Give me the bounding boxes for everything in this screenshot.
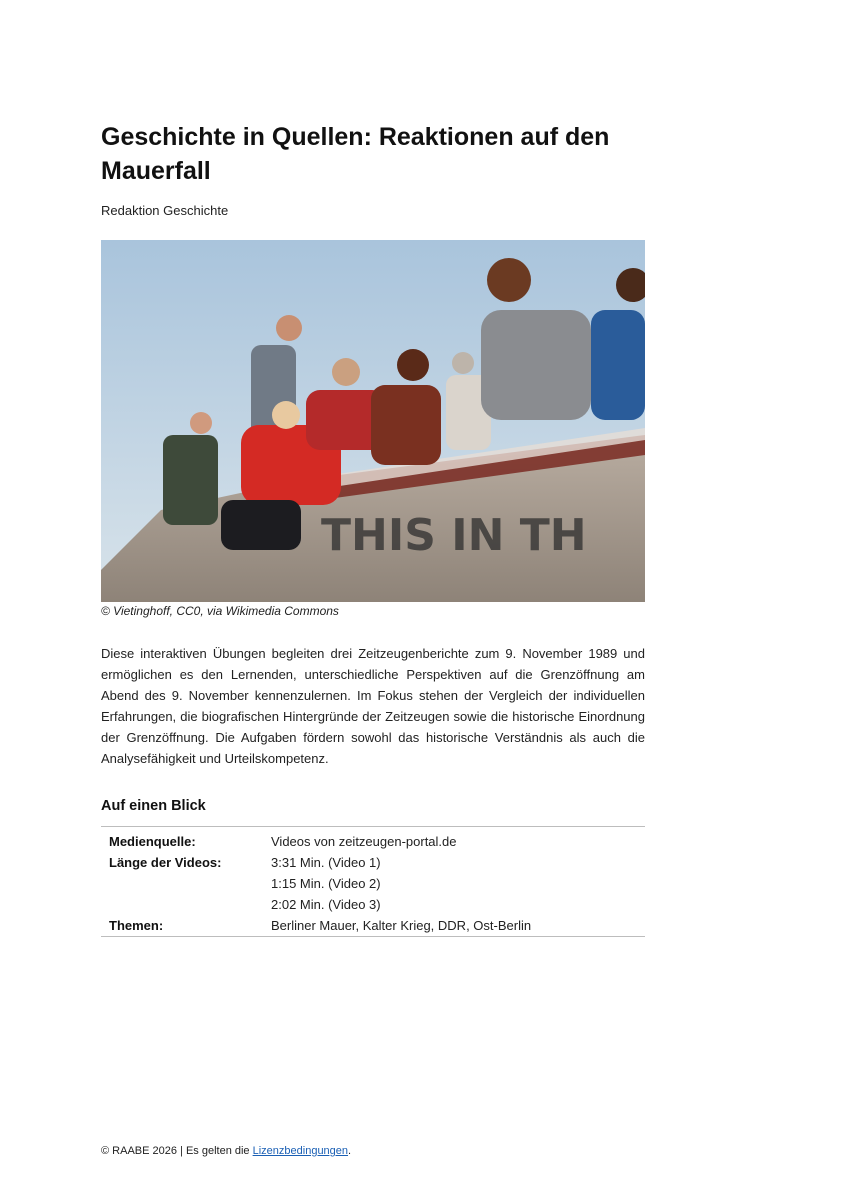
- glance-key: Länge der Videos:: [109, 855, 222, 870]
- page-footer: [101, 1145, 351, 1157]
- intro-paragraph: Diese interaktiven Übungen begleiten drei Zeitzeugenberichte zum 9. November 1989 und ermöglichen es den Lernenden, unterschiedliche Perspektiven auf die Grenzöffnung am Abend des 9. November kennenzulernen. Im Fokus stehen der Vergleich der individuellen Erfahrungen, die biografischen Hintergründe der Zeitzeugen sowie die historische Einordnung der Grenzöffnung. Die Aufgaben fördern sowohl das historische Verständnis als auch die Analysefähigkeit und Urteilskompetenz.: [101, 646, 645, 766]
- table-row: [101, 852, 645, 873]
- footer-suffix: .: [348, 1145, 352, 1157]
- glance-value: Videos von zeitzeugen-portal.de: [271, 834, 457, 849]
- glance-value: 3:31 Min. (Video 1): [271, 855, 381, 870]
- table-row: [101, 894, 645, 915]
- glance-value: 2:02 Min. (Video 3): [271, 897, 381, 912]
- table-row: [101, 915, 645, 937]
- glance-key: Themen:: [109, 918, 164, 933]
- glance-value: Berliner Mauer, Kalter Krieg, DDR, Ost-Berlin: [271, 918, 532, 933]
- table-row: [101, 873, 645, 894]
- image-caption: © Vietinghoff, CC0, via Wikimedia Commons: [101, 604, 339, 618]
- footer-copyright: © RAABE 2026 | Es gelten die: [101, 1145, 253, 1157]
- glance-table: [101, 826, 645, 937]
- graffiti-text: THIS IN TH: [321, 510, 587, 561]
- glance-heading: Auf einen Blick: [101, 798, 206, 814]
- glance-value: 1:15 Min. (Video 2): [271, 876, 381, 891]
- glance-key: [101, 873, 271, 894]
- table-row: [101, 827, 645, 853]
- author-line: Redaktion Geschichte: [101, 203, 229, 218]
- license-link[interactable]: Lizenzbedingungen: [252, 1145, 349, 1157]
- glance-key: Medienquelle:: [109, 834, 196, 849]
- page-title: Geschichte in Quellen: Reaktionen auf den Mauerfall: [101, 123, 610, 185]
- berlin-wall-photo: [101, 240, 645, 602]
- glance-key: [101, 894, 271, 915]
